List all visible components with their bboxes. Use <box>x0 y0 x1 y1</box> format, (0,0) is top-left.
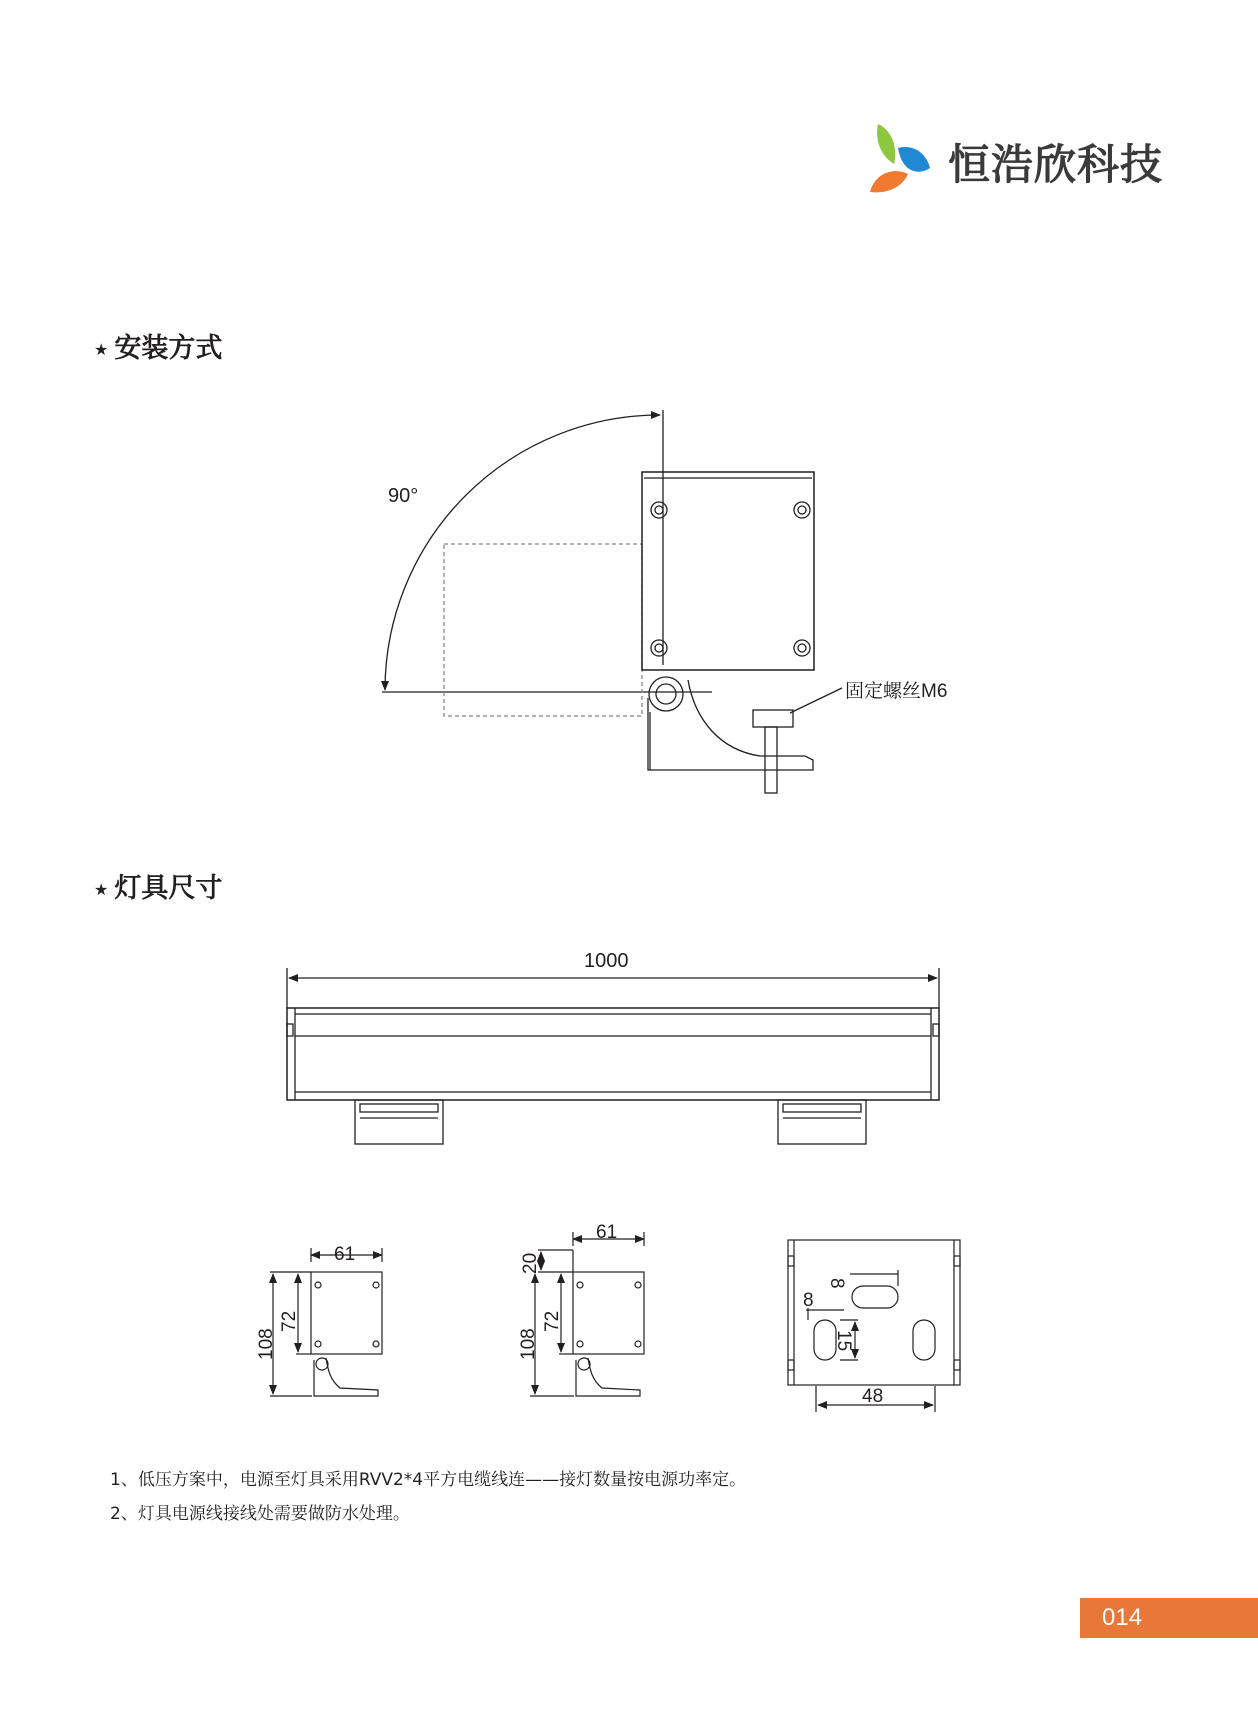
end-view-2-total-height: 108 <box>518 1328 539 1360</box>
note-1: 1、低压方案中，电源至灯具采用RVV2*4平方电缆线连——接灯数量按电源功率定。 <box>110 1470 747 1490</box>
end-view-1-total-height: 108 <box>256 1328 277 1360</box>
slot-width-dim: 8 <box>826 1278 847 1289</box>
length-dimension: 1000 <box>584 950 629 972</box>
dimensions-title-text: 灯具尺寸 <box>114 873 223 904</box>
end-view-2-box-height: 72 <box>542 1310 563 1332</box>
end-view-1-width: 61 <box>334 1244 356 1265</box>
end-view-2-width: 61 <box>596 1222 618 1243</box>
note-2: 2、灯具电源线接线处需要做防水处理。 <box>110 1504 410 1524</box>
slot-height-dim: 8 <box>803 1290 814 1311</box>
star-icon: ★ <box>94 880 109 899</box>
lamp-side-view <box>287 968 939 1144</box>
slot-length-dim: 15 <box>833 1330 854 1352</box>
lamp-screws <box>651 502 810 656</box>
end-view-2-offset: 20 <box>520 1252 541 1274</box>
angle-label: 90° <box>388 485 419 507</box>
screw-label: 固定螺丝M6 <box>845 681 948 702</box>
end-view-1-box-height: 72 <box>279 1310 300 1332</box>
page-number: 014 <box>1080 1598 1258 1638</box>
company-name: 恒浩欣科技 <box>948 140 1164 189</box>
install-title-text: 安装方式 <box>114 333 223 364</box>
spacing-dim: 48 <box>862 1386 884 1407</box>
install-diagram <box>382 410 842 793</box>
star-icon: ★ <box>94 340 109 359</box>
